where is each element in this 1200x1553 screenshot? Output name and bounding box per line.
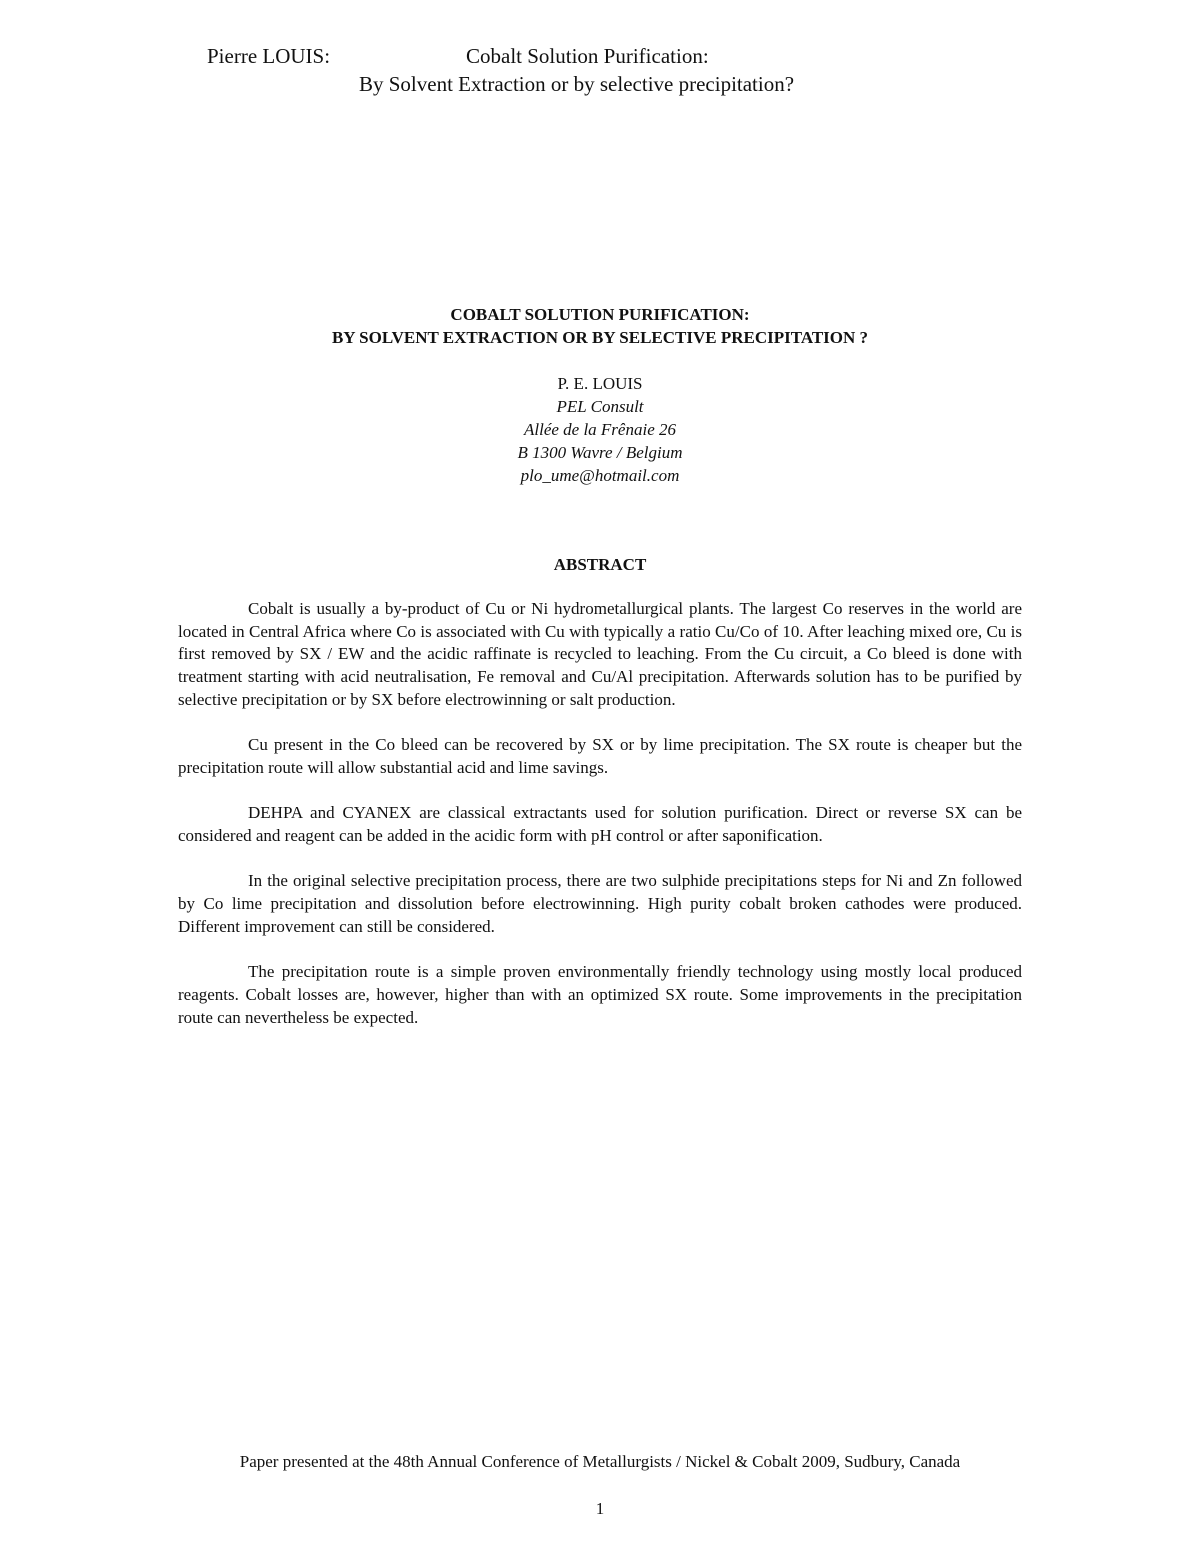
abstract-paragraph: Cobalt is usually a by-product of Cu or Ni hydrometallurgical plants. The largest Co reserves in the world are located in Central Africa where Co is associated with Cu with typically a ratio Cu/Co of 10. After leaching mixed ore, Cu is first removed by SX / EW and the acidic raffinate is recycled to leaching. From the Cu circuit, a Co bleed is done with treatment starting with acid neutralisation, Fe removal and Cu/Al precipitation. Afterwards solution has to be purified by selective precipitation or by SX before electrowinning or salt production. [178, 599, 1022, 709]
abstract-body [178, 598, 1022, 1052]
author-block [0, 372, 1200, 487]
paper-title-line2: BY SOLVENT EXTRACTION OR BY SELECTIVE PRECIPITATION ? [331, 328, 869, 347]
paper-title-line1: COBALT SOLUTION PURIFICATION: [450, 305, 750, 324]
author-address-line2: B 1300 Wavre / Belgium [517, 443, 683, 462]
header-author: Pierre LOUIS: [207, 44, 331, 68]
header-title-line1: Cobalt Solution Purification: [466, 44, 709, 68]
abstract-paragraph: In the original selective precipitation process, there are two sulphide precipitations steps for Ni and Zn followed by Co lime precipitation and dissolution before electrowinning. High purity cobalt broken cathodes were produced. Different improvement can still be considered. [178, 871, 1022, 936]
abstract-paragraph: Cu present in the Co bleed can be recovered by SX or by lime precipitation. The SX route is cheaper but the precipitation route will allow substantial acid and lime savings. [178, 735, 1022, 777]
abstract-heading: ABSTRACT [553, 555, 647, 574]
paper-title [0, 303, 1200, 349]
author-name: P. E. LOUIS [557, 374, 643, 393]
page-number: 1 [595, 1499, 605, 1518]
author-affiliation: PEL Consult [556, 397, 644, 416]
author-address-line1: Allée de la Frênaie 26 [523, 420, 676, 439]
abstract-paragraph: The precipitation route is a simple proven environmentally friendly technology using mostly local produced reagents. Cobalt losses are, however, higher than with an optimized SX route. Some improvements in the precipitation route can nevertheless be expected. [178, 962, 1022, 1027]
abstract-paragraph: DEHPA and CYANEX are classical extractants used for solution purification. Direct or reverse SX can be considered and reagent can be added in the acidic form with pH control or after saponification. [178, 803, 1022, 845]
author-email: plo_ume@hotmail.com [520, 466, 680, 485]
header-title-line2: By Solvent Extraction or by selective precipitation? [359, 72, 795, 96]
conference-footnote: Paper presented at the 48th Annual Conference of Metallurgists / Nickel & Cobalt 2009, Sudbury, Canada [239, 1452, 961, 1471]
